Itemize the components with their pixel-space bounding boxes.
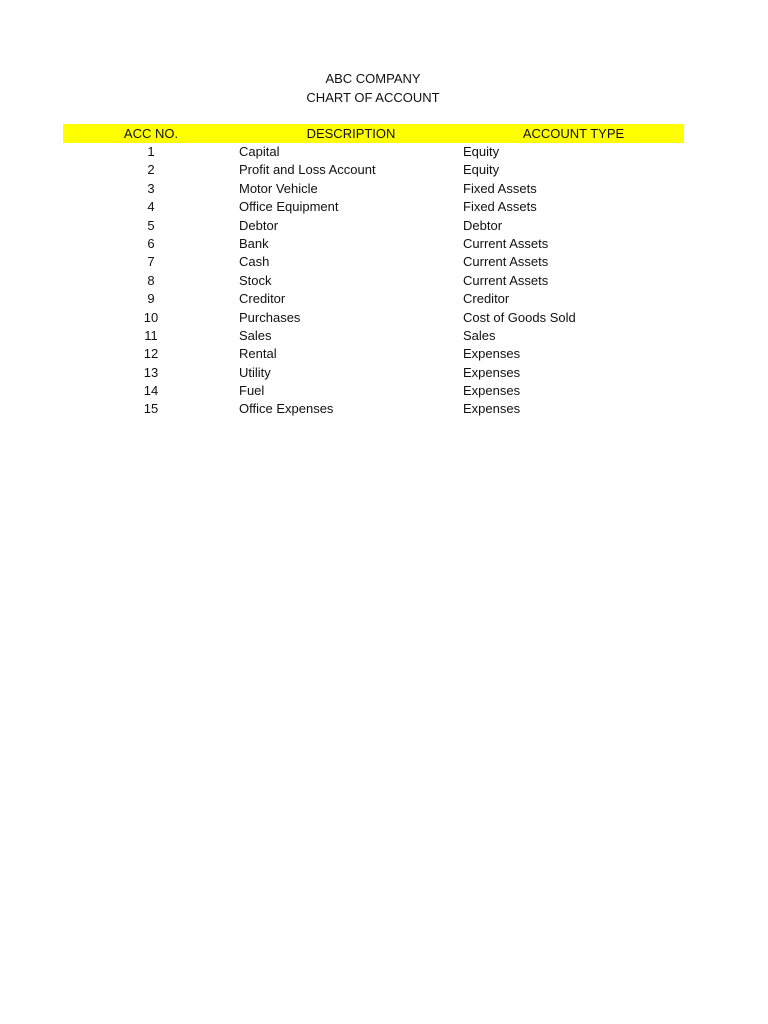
table-body <box>63 143 684 419</box>
cell-description: Purchases <box>239 309 301 325</box>
cell-acc-no: 5 <box>147 217 155 233</box>
document-title: CHART OF ACCOUNT <box>306 90 440 105</box>
table-row <box>63 198 684 216</box>
company-name: ABC COMPANY <box>325 71 421 86</box>
cell-description: Cash <box>239 254 270 270</box>
cell-account-type: Debtor <box>463 217 503 233</box>
table-row <box>63 272 684 290</box>
cell-description: Fuel <box>239 383 265 399</box>
cell-acc-no: 1 <box>147 144 155 159</box>
cell-acc-no: 12 <box>143 346 159 362</box>
table-row <box>63 327 684 345</box>
table-row <box>63 235 684 253</box>
cell-acc-no: 7 <box>147 254 155 270</box>
cell-account-type: Current Assets <box>463 235 549 251</box>
cell-account-type: Current Assets <box>463 254 549 270</box>
header-acc-no: ACC NO. <box>123 126 179 141</box>
table-row <box>63 400 684 418</box>
table-row <box>63 217 684 235</box>
cell-acc-no: 4 <box>147 199 155 215</box>
table-row <box>63 345 684 363</box>
chart-of-account-table <box>63 124 684 419</box>
cell-acc-no: 2 <box>147 162 155 178</box>
table-row <box>63 161 684 179</box>
cell-account-type: Current Assets <box>463 272 549 288</box>
table-row <box>63 364 684 382</box>
cell-description: Profit and Loss Account <box>239 162 376 178</box>
table-row <box>63 143 684 161</box>
cell-acc-no: 10 <box>143 309 159 325</box>
cell-acc-no: 15 <box>143 401 159 417</box>
cell-acc-no: 13 <box>143 364 159 380</box>
cell-account-type: Cost of Goods Sold <box>463 309 576 325</box>
cell-description: Stock <box>239 272 272 288</box>
cell-acc-no: 6 <box>147 235 155 251</box>
cell-description: Sales <box>239 327 272 343</box>
cell-acc-no: 8 <box>147 272 155 288</box>
header-account-type: ACCOUNT TYPE <box>522 126 625 141</box>
cell-description: Office Equipment <box>239 199 339 215</box>
header-description: DESCRIPTION <box>306 126 396 141</box>
cell-account-type: Equity <box>463 144 500 159</box>
table-row <box>63 290 684 308</box>
cell-account-type: Fixed Assets <box>463 199 537 215</box>
cell-account-type: Fixed Assets <box>463 180 537 196</box>
table-row <box>63 382 684 400</box>
cell-description: Rental <box>239 346 277 362</box>
cell-acc-no: 11 <box>144 327 158 343</box>
document-title-block <box>0 69 746 107</box>
cell-account-type: Expenses <box>463 401 521 417</box>
cell-account-type: Equity <box>463 162 500 178</box>
cell-description: Creditor <box>239 291 286 307</box>
table-row <box>63 180 684 198</box>
cell-description: Debtor <box>239 217 279 233</box>
cell-description: Motor Vehicle <box>239 180 318 196</box>
cell-description: Utility <box>239 364 271 380</box>
cell-acc-no: 9 <box>147 291 155 307</box>
cell-account-type: Creditor <box>463 291 510 307</box>
cell-account-type: Sales <box>463 327 496 343</box>
cell-acc-no: 3 <box>147 180 155 196</box>
cell-account-type: Expenses <box>463 383 521 399</box>
cell-account-type: Expenses <box>463 346 521 362</box>
table-row <box>63 253 684 271</box>
cell-acc-no: 14 <box>143 383 159 399</box>
cell-description: Office Expenses <box>239 401 334 417</box>
table-row <box>63 309 684 327</box>
cell-description: Bank <box>239 235 269 251</box>
cell-account-type: Expenses <box>463 364 521 380</box>
cell-description: Capital <box>239 144 280 159</box>
table-header-row <box>63 124 684 143</box>
